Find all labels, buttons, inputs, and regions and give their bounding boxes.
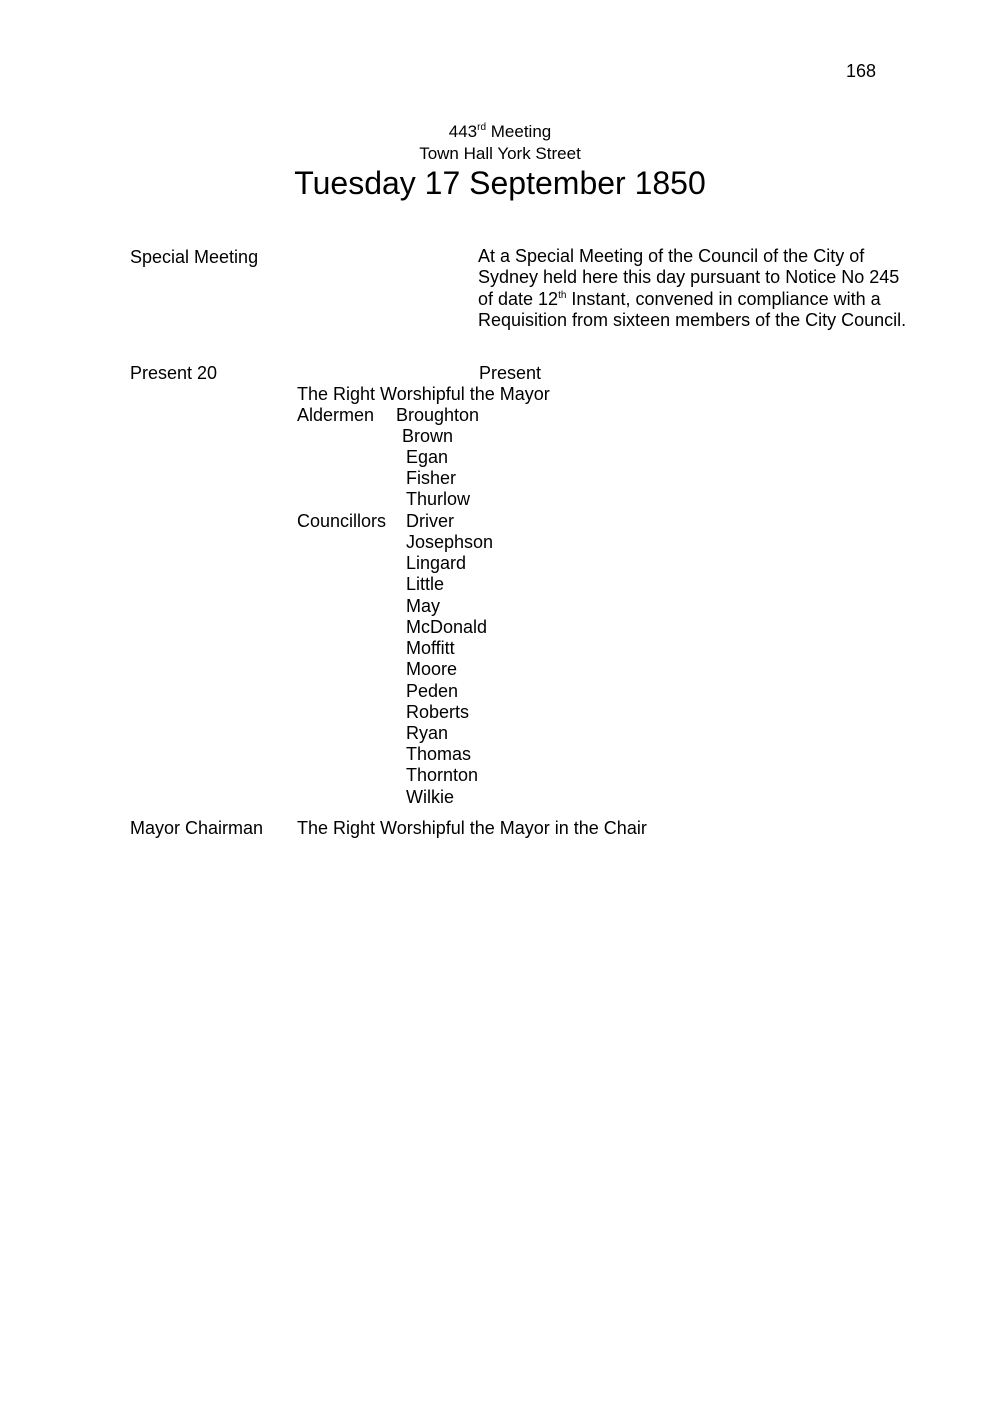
councillor-name: Thornton xyxy=(406,765,479,785)
mayor-line: The Right Worshipful the Mayor xyxy=(297,384,550,404)
councillor-name: Josephson xyxy=(406,532,494,552)
councillor-name: Little xyxy=(406,574,445,594)
councillor-name: Moffitt xyxy=(406,638,455,658)
alderman-name: Brown xyxy=(402,426,454,446)
meeting-number-suffix: rd xyxy=(477,122,487,133)
alderman-name: Thurlow xyxy=(406,489,471,509)
alderman-name: Egan xyxy=(406,447,449,467)
councillor-name: McDonald xyxy=(406,617,488,637)
councillor-name: Roberts xyxy=(406,702,470,722)
special-meeting-paragraph xyxy=(478,246,908,331)
alderman-name: Broughton xyxy=(396,405,480,425)
councillor-name: May xyxy=(406,596,441,616)
page-number: 168 xyxy=(846,61,877,81)
meeting-word: Meeting xyxy=(490,122,552,141)
meeting-number-value: 443 xyxy=(448,122,478,141)
councillor-name: Thomas xyxy=(406,744,472,764)
councillors-label: Councillors xyxy=(297,511,387,531)
present-heading: Present xyxy=(479,363,542,383)
margin-label-present: Present 20 xyxy=(130,363,218,383)
councillor-name: Moore xyxy=(406,659,458,679)
paragraph-superscript: th xyxy=(558,289,567,301)
paragraph-text-2: Instant, convened in compliance with a Requisition from sixteen members of the City Council. xyxy=(478,288,907,330)
meeting-number xyxy=(0,122,1000,142)
venue: Town Hall York Street xyxy=(419,144,581,163)
chairman-line: The Right Worshipful the Mayor in the Chair xyxy=(297,818,647,838)
councillor-name: Wilkie xyxy=(406,787,454,807)
councillor-name: Lingard xyxy=(406,553,467,573)
councillor-name: Ryan xyxy=(406,723,449,743)
aldermen-label: Aldermen xyxy=(297,405,375,425)
councillor-name: Peden xyxy=(406,681,459,701)
margin-label-chairman: Mayor Chairman xyxy=(130,818,264,838)
margin-label-special-meeting: Special Meeting xyxy=(130,247,259,267)
councillor-name: Driver xyxy=(406,511,454,531)
meeting-date: Tuesday 17 September 1850 xyxy=(294,165,706,201)
paragraph-text-1: At a Special Meeting of the Council of the City of Sydney held here this day pursuant to Notice No 245 of date 12 xyxy=(478,246,900,309)
alderman-name: Fisher xyxy=(406,468,457,488)
